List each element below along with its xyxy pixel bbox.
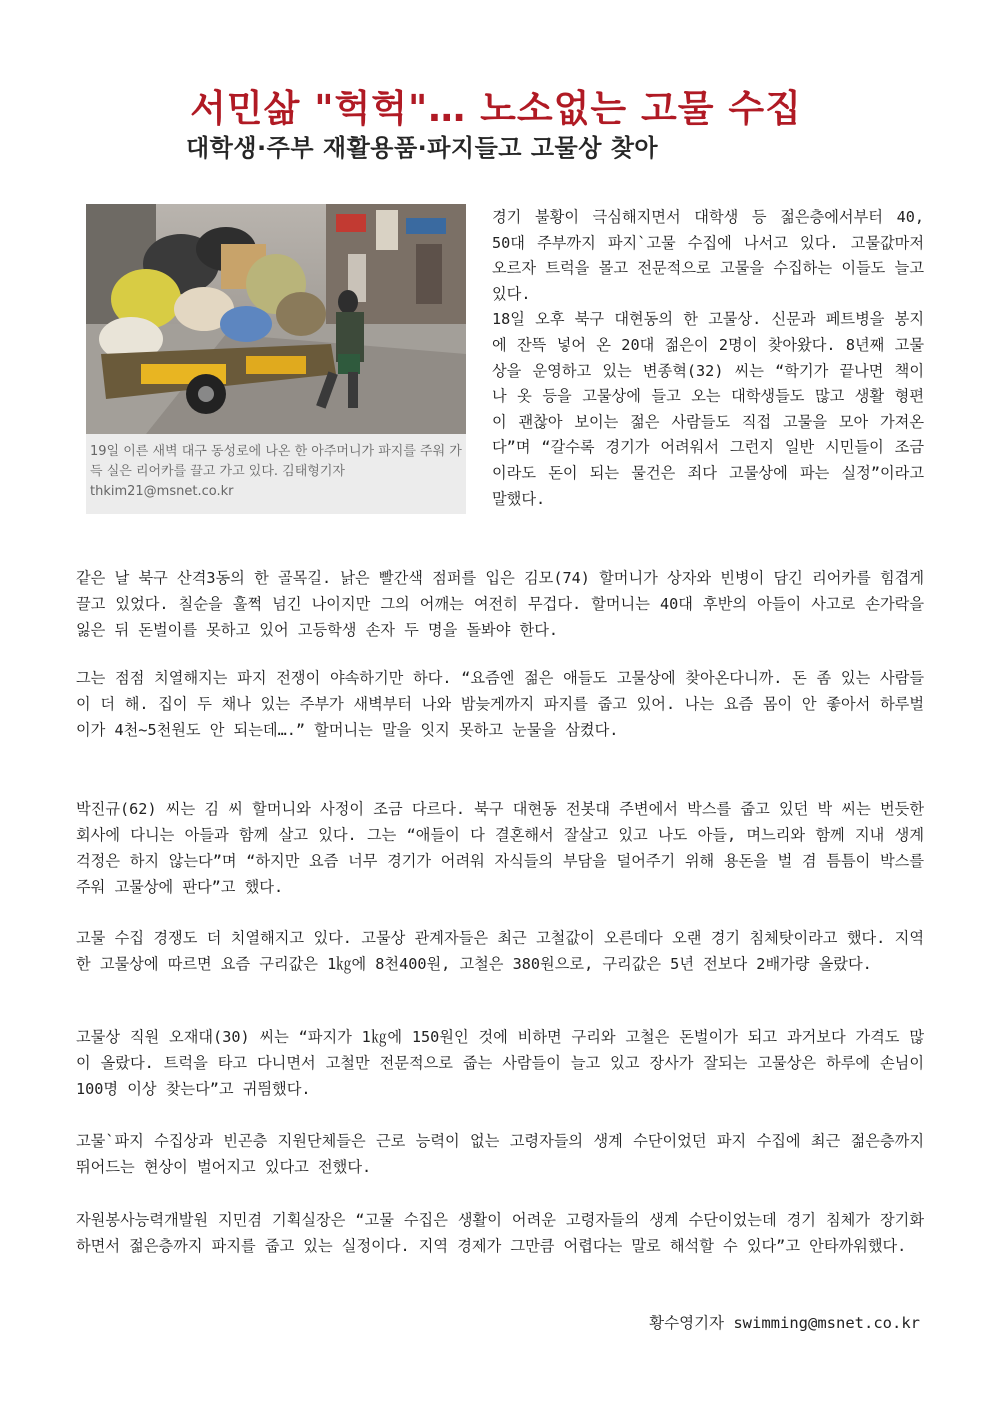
body-paragraph: 자원봉사능력개발원 지민겸 기획실장은 “고물 수집은 생활이 어려운 고령자들의 생계 수단이었는데 경기 침체가 장기화하면서 젊은층까지 파지를 줍고 있는 실정이다. 지역 경제가 그만큼 어렵다는 말로 해석할 수 있다”고 안타까워했다. bbox=[76, 1211, 924, 1255]
body-paragraph: 고물 수집 경쟁도 더 치열해지고 있다. 고물상 관계자들은 최근 고철값이 오른데다 오랜 경기 침체탓이라고 했다. 지역 한 고물상에 따르면 요즘 구리값은 1㎏에 8천400원, 고철은 380원으로, 구리값은 5년 전보다 2배가량 올랐다. bbox=[76, 929, 924, 973]
intro-column bbox=[492, 205, 924, 512]
photo-figure bbox=[86, 204, 466, 514]
body-paragraph: 고물상 직원 오재대(30) 씨는 “파지가 1㎏에 150원인 것에 비하면 구리와 고철은 돈벌이가 되고 과거보다 가격도 많이 올랐다. 트럭을 타고 다니면서 고철만 전문적으로 줍는 사람들이 늘고 있고 장사가 잘되는 고물상은 하루에 손님이 100명 이상 찾는다”고 귀띔했다. bbox=[76, 1028, 924, 1098]
news-photo-illustration bbox=[86, 204, 466, 434]
body-paragraph: 같은 날 북구 산격3동의 한 골목길. 낡은 빨간색 점퍼를 입은 김모(74) 할머니가 상자와 빈병이 담긴 리어카를 힘겹게 끌고 있었다. 칠순을 훌쩍 넘긴 나이지만 그의 어깨는 여전히 무겁다. 할머니는 40대 후반의 아들이 사고로 손가락을 잃은 뒤 돈벌이를 못하고 있어 고등학생 손자 두 명을 돌봐야 한다. bbox=[76, 569, 924, 639]
body-paragraph: 그는 점점 치열해지는 파지 전쟁이 야속하기만 하다. “요즘엔 젊은 애들도 고물상에 찾아온다니까. 돈 좀 있는 사람들이 더 해. 집이 두 채나 있는 주부가 새벽부터 나와 밤늦게까지 파지를 줍고 있어. 나는 요즘 몸이 안 좋아서 하루벌이가 4천~5천원도 안 되는데….” 할머니는 말을 잇지 못하고 눈물을 삼켰다. bbox=[76, 669, 924, 739]
byline: 황수영기자 swimming@msnet.co.kr bbox=[649, 1314, 920, 1332]
body-paragraph: 박진규(62) 씨는 김 씨 할머니와 사정이 조금 다르다. 북구 대현동 전봇대 주변에서 박스를 줍고 있던 박 씨는 번듯한 회사에 다니는 아들과 함께 살고 있다. 그는 “애들이 다 결혼해서 잘살고 있고 나도 아들, 며느리와 함께 지내 생계 걱정은 하지 않는다”며 “하지만 요즘 너무 경기가 어려워 자식들의 부담을 덜어주기 위해 용돈을 벌 겸 틈틈이 박스를 주워 고물상에 판다”고 했다. bbox=[76, 800, 924, 896]
news-photo bbox=[86, 204, 466, 434]
body-paragraph: 고물`파지 수집상과 빈곤층 지원단체들은 근로 능력이 없는 고령자들의 생계 수단이었던 파지 수집에 최근 젊은층까지 뛰어드는 현상이 벌어지고 있다고 전했다. bbox=[76, 1132, 924, 1176]
article-subheadline: 대학생·주부 재활용품·파지들고 고물상 찾아 bbox=[186, 134, 659, 162]
photo-caption: 19일 이른 새벽 대구 동성로에 나온 한 아주머니가 파지를 주워 가득 실은 리어카를 끌고 가고 있다. 김태형기자 thkim21@msnet.co.kr bbox=[90, 444, 462, 499]
intro-paragraph: 경기 불황이 극심해지면서 대학생 등 젊은층에서부터 40, 50대 주부까지 파지`고물 수집에 나서고 있다. 고물값마저 오르자 트럭을 몰고 전문적으로 고물을 수집하는 이들도 늘고 있다. bbox=[492, 208, 924, 303]
article-headline: 서민삶 "헉헉"… 노소없는 고물 수집 bbox=[190, 87, 802, 130]
intro-paragraph: 18일 오후 북구 대현동의 한 고물상. 신문과 페트병을 봉지에 잔뜩 넣어 온 20대 젊은이 2명이 찾아왔다. 8년째 고물상을 운영하고 있는 변종혁(32) 씨는 “학기가 끝나면 책이나 옷 등을 고물상에 들고 오는 대학생들도 많고 생활 형편이 괜찮아 보이는 젊은 사람들도 직접 고물을 모아 가져온다”며 “갈수록 경기가 어려워서 그런지 일반 시민들이 조금이라도 돈이 되는 물건은 죄다 고물상에 파는 실정”이라고 말했다. bbox=[492, 310, 924, 508]
